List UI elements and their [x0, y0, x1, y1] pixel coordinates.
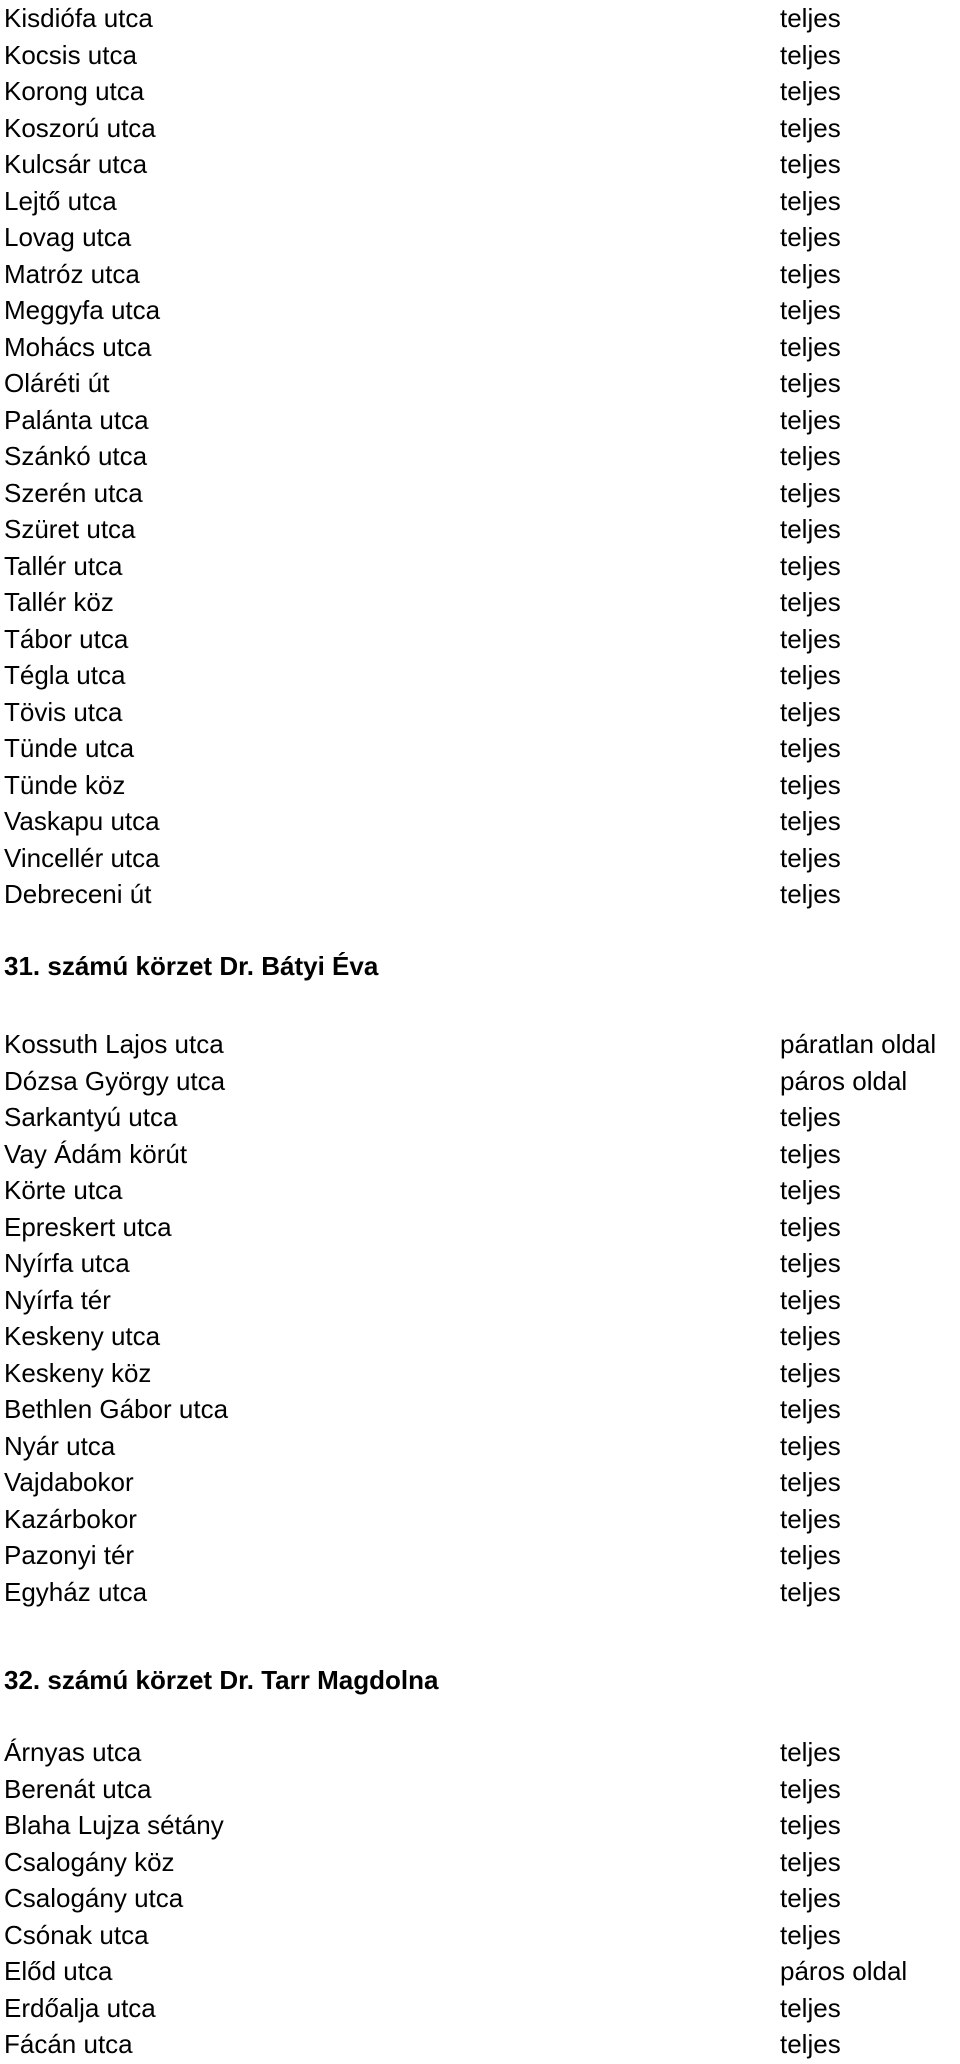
- street-name: Árnyas utca: [4, 1737, 142, 1767]
- street-row: [0, 1734, 960, 1771]
- street-row: [0, 767, 960, 804]
- street-name: Meggyfa utca: [4, 295, 161, 325]
- street-row: [0, 219, 960, 256]
- street-row: [0, 1990, 960, 2027]
- district-32-heading: 32. számú körzet Dr. Tarr Magdolna: [4, 1665, 439, 1695]
- street-row: [0, 0, 960, 37]
- street-coverage: teljes: [780, 1357, 841, 1388]
- street-row: [0, 1574, 960, 1611]
- street-coverage: teljes: [780, 1540, 841, 1570]
- street-row: [0, 1501, 960, 1538]
- street-coverage: teljes: [780, 295, 841, 325]
- street-row: [0, 292, 960, 329]
- street-row: [0, 1807, 960, 1844]
- street-coverage: teljes: [780, 1321, 841, 1351]
- street-coverage: teljes: [780, 1102, 841, 1132]
- street-coverage: teljes: [780, 76, 841, 106]
- street-name: Kossuth Lajos utca: [4, 1029, 224, 1059]
- street-row: [0, 621, 960, 658]
- street-name: Blaha Lujza sétány: [4, 1810, 224, 1840]
- street-name: Palánta utca: [4, 404, 149, 435]
- street-name: Nyírfa utca: [4, 1248, 130, 1278]
- street-coverage: teljes: [780, 550, 841, 581]
- street-coverage: teljes: [780, 623, 841, 654]
- street-coverage: teljes: [780, 806, 841, 836]
- street-coverage: teljes: [780, 1284, 841, 1315]
- street-name: Tábor utca: [4, 623, 129, 654]
- street-coverage: teljes: [780, 149, 841, 179]
- street-row: [0, 1537, 960, 1574]
- street-name: Korong utca: [4, 76, 145, 106]
- street-coverage: teljes: [780, 3, 841, 33]
- street-coverage: teljes: [780, 477, 841, 508]
- street-name: Vajdabokor: [4, 1467, 134, 1497]
- street-row: [0, 110, 960, 147]
- street-coverage: teljes: [780, 185, 841, 216]
- street-name: Dózsa György utca: [4, 1065, 226, 1096]
- street-row: [0, 1026, 960, 1063]
- street-coverage: teljes: [780, 1846, 841, 1877]
- street-row: [0, 1172, 960, 1209]
- street-row: [0, 475, 960, 512]
- street-coverage: teljes: [780, 1919, 841, 1950]
- street-row: [0, 876, 960, 913]
- street-coverage: teljes: [780, 441, 841, 471]
- street-name: Tallér köz: [4, 587, 114, 617]
- street-coverage: teljes: [780, 514, 841, 544]
- street-row: [0, 1428, 960, 1465]
- street-row: [0, 1099, 960, 1136]
- street-name: Kisdiófa utca: [4, 3, 153, 33]
- street-coverage: teljes: [780, 842, 841, 873]
- street-name: Kulcsár utca: [4, 149, 148, 179]
- street-row: [0, 657, 960, 694]
- street-name: Kocsis utca: [4, 39, 137, 70]
- street-name: Erdőalja utca: [4, 1992, 156, 2023]
- street-row: [0, 840, 960, 877]
- street-coverage: teljes: [780, 1430, 841, 1461]
- street-row: [0, 1318, 960, 1355]
- street-name: Nyírfa tér: [4, 1284, 111, 1315]
- street-name: Keskeny köz: [4, 1357, 152, 1388]
- street-coverage: páros oldal: [780, 1956, 908, 1986]
- street-row: [0, 1282, 960, 1319]
- street-row: [0, 183, 960, 220]
- street-coverage: teljes: [780, 368, 841, 398]
- street-row: [0, 329, 960, 366]
- street-row: [0, 1771, 960, 1808]
- street-list-continued: [0, 0, 960, 913]
- street-coverage: teljes: [780, 258, 841, 289]
- street-name: Matróz utca: [4, 258, 140, 289]
- street-name: Tallér utca: [4, 550, 123, 581]
- street-name: Lovag utca: [4, 222, 132, 252]
- street-name: Koszorú utca: [4, 112, 156, 143]
- street-coverage: teljes: [780, 1992, 841, 2023]
- street-coverage: teljes: [780, 1883, 841, 1913]
- street-name: Vaskapu utca: [4, 806, 160, 836]
- street-name: Sarkantyú utca: [4, 1102, 178, 1132]
- street-coverage: páros oldal: [780, 1065, 908, 1096]
- street-coverage: teljes: [780, 1576, 841, 1607]
- street-name: Szánkó utca: [4, 441, 148, 471]
- street-row: [0, 1464, 960, 1501]
- street-row: [0, 730, 960, 767]
- street-row: [0, 1844, 960, 1881]
- street-row: [0, 402, 960, 439]
- street-row: [0, 73, 960, 110]
- street-coverage: teljes: [780, 331, 841, 362]
- street-coverage: teljes: [780, 1138, 841, 1169]
- street-coverage: teljes: [780, 1810, 841, 1840]
- street-name: Körte utca: [4, 1175, 123, 1205]
- street-name: Egyház utca: [4, 1576, 148, 1607]
- street-row: [0, 548, 960, 585]
- street-coverage: teljes: [780, 1773, 841, 1804]
- street-name: Oláréti út: [4, 368, 110, 398]
- street-row: [0, 1355, 960, 1392]
- street-coverage: teljes: [780, 1175, 841, 1205]
- street-row: [0, 365, 960, 402]
- street-coverage: teljes: [780, 1467, 841, 1497]
- street-coverage: páratlan oldal: [780, 1029, 937, 1059]
- street-row: [0, 1136, 960, 1173]
- street-name: Előd utca: [4, 1956, 113, 1986]
- street-name: Fácán utca: [4, 2029, 133, 2059]
- street-name: Bethlen Gábor utca: [4, 1394, 229, 1424]
- street-coverage: teljes: [780, 1737, 841, 1767]
- street-name: Keskeny utca: [4, 1321, 161, 1351]
- street-row: [0, 37, 960, 74]
- street-name: Tégla utca: [4, 660, 126, 690]
- street-name: Szüret utca: [4, 514, 136, 544]
- street-coverage: teljes: [780, 404, 841, 435]
- street-name: Csónak utca: [4, 1919, 149, 1950]
- street-coverage: teljes: [780, 222, 841, 252]
- street-name: Csalogány utca: [4, 1883, 184, 1913]
- street-coverage: teljes: [780, 879, 841, 909]
- street-coverage: teljes: [780, 660, 841, 690]
- street-name: Pazonyi tér: [4, 1540, 135, 1570]
- street-coverage: teljes: [780, 2029, 841, 2059]
- street-row: [0, 511, 960, 548]
- street-name: Nyár utca: [4, 1430, 116, 1461]
- street-name: Kazárbokor: [4, 1503, 137, 1534]
- street-row: [0, 1245, 960, 1282]
- street-name: Epreskert utca: [4, 1211, 172, 1242]
- street-row: [0, 146, 960, 183]
- street-name: Szerén utca: [4, 477, 143, 508]
- street-row: [0, 803, 960, 840]
- street-name: Berenát utca: [4, 1773, 152, 1804]
- street-row: [0, 694, 960, 731]
- street-row: [0, 2026, 960, 2063]
- street-row: [0, 1917, 960, 1954]
- street-name: Tünde utca: [4, 733, 135, 763]
- street-coverage: teljes: [780, 587, 841, 617]
- street-row: [0, 438, 960, 475]
- street-row: [0, 1880, 960, 1917]
- street-name: Debreceni út: [4, 879, 152, 909]
- street-row: [0, 584, 960, 621]
- street-name: Tövis utca: [4, 696, 123, 727]
- district-31-street-list: [0, 1026, 960, 1610]
- street-name: Vincellér utca: [4, 842, 160, 873]
- street-coverage: teljes: [780, 1211, 841, 1242]
- street-coverage: teljes: [780, 696, 841, 727]
- street-name: Tünde köz: [4, 769, 126, 800]
- district-32-street-list: [0, 1734, 960, 2063]
- street-coverage: teljes: [780, 733, 841, 763]
- street-row: [0, 1063, 960, 1100]
- street-coverage: teljes: [780, 1248, 841, 1278]
- street-row: [0, 256, 960, 293]
- street-coverage: teljes: [780, 1394, 841, 1424]
- street-coverage: teljes: [780, 769, 841, 800]
- street-row: [0, 1953, 960, 1990]
- street-name: Mohács utca: [4, 331, 152, 362]
- street-name: Lejtő utca: [4, 185, 117, 216]
- street-row: [0, 1391, 960, 1428]
- street-coverage: teljes: [780, 39, 841, 70]
- street-name: Csalogány köz: [4, 1846, 175, 1877]
- street-coverage: teljes: [780, 112, 841, 143]
- street-coverage: teljes: [780, 1503, 841, 1534]
- district-31-heading: 31. számú körzet Dr. Bátyi Éva: [4, 951, 379, 981]
- street-row: [0, 1209, 960, 1246]
- street-name: Vay Ádám körút: [4, 1138, 188, 1169]
